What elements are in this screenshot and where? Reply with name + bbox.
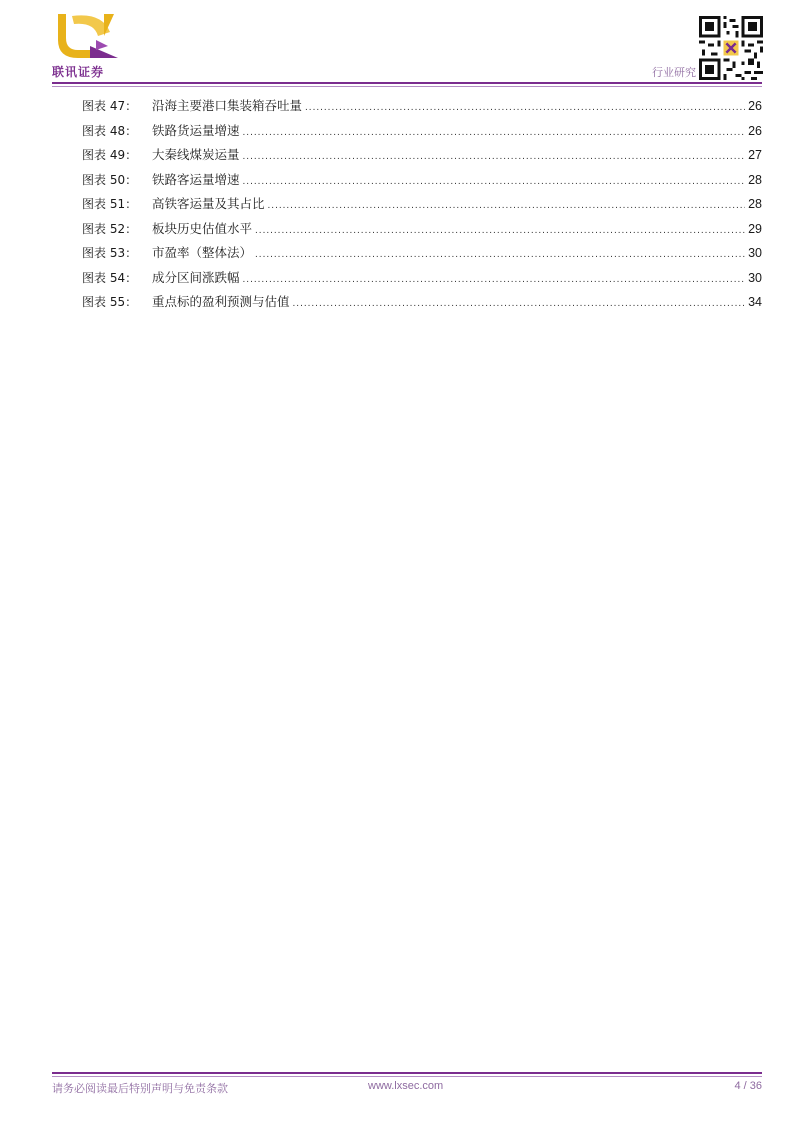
toc-entry[interactable] xyxy=(82,243,762,268)
toc-leader xyxy=(243,127,746,138)
disclaimer-text: 请务必阅读最后特别声明与免责条款 xyxy=(52,1082,228,1095)
section-label: 行业研究 xyxy=(652,66,696,79)
toc-title: 铁路客运量增速 xyxy=(152,171,240,187)
header-rule xyxy=(52,82,762,84)
toc-entry[interactable] xyxy=(82,170,762,195)
toc-entry[interactable] xyxy=(82,219,762,244)
toc-page: 27 xyxy=(748,148,762,162)
footer-rule xyxy=(52,1072,762,1074)
qr-code-icon xyxy=(699,16,763,80)
toc-entry[interactable] xyxy=(82,194,762,219)
toc-entry[interactable] xyxy=(82,268,762,293)
toc-title: 沿海主要港口集装箱吞吐量 xyxy=(152,98,303,113)
company-logo xyxy=(52,10,124,82)
toc-leader xyxy=(243,274,746,285)
page-number: 4 / 36 xyxy=(734,1080,762,1092)
toc-label: 图表 48： xyxy=(82,123,138,138)
toc-title: 铁路货运量增速 xyxy=(152,122,240,138)
toc-label: 图表 47： xyxy=(82,99,138,113)
toc-entry[interactable] xyxy=(82,96,762,121)
header-rule-thin xyxy=(52,86,762,87)
toc-label: 图表 49： xyxy=(82,148,138,162)
figure-list xyxy=(82,96,762,317)
toc-title: 板块历史估值水平 xyxy=(152,220,253,236)
website-link[interactable]: www.lxsec.com xyxy=(368,1080,444,1092)
toc-entry[interactable] xyxy=(82,121,762,146)
toc-title: 大秦线煤炭运量 xyxy=(152,147,240,162)
toc-leader xyxy=(268,200,746,211)
toc-page: 26 xyxy=(748,123,762,138)
toc-page: 26 xyxy=(748,99,762,113)
toc-entry[interactable] xyxy=(82,292,762,317)
toc-leader xyxy=(293,298,746,309)
toc-page: 30 xyxy=(748,270,762,285)
toc-leader xyxy=(243,151,746,162)
toc-page: 28 xyxy=(748,172,762,187)
footer-rule-thin xyxy=(52,1076,762,1077)
toc-page: 30 xyxy=(748,246,762,260)
toc-title: 成分区间涨跌幅 xyxy=(152,269,240,285)
toc-leader xyxy=(305,102,745,113)
toc-title: 市盈率（整体法） xyxy=(152,245,253,260)
toc-label: 图表 51： xyxy=(82,197,138,211)
toc-label: 图表 55： xyxy=(82,295,138,309)
toc-title: 重点标的盈利预测与估值 xyxy=(152,294,290,309)
toc-leader xyxy=(255,249,745,260)
toc-entry[interactable] xyxy=(82,145,762,170)
toc-page: 34 xyxy=(748,295,762,309)
toc-leader xyxy=(255,225,745,236)
toc-title: 高铁客运量及其占比 xyxy=(152,196,265,211)
toc-label: 图表 54： xyxy=(82,270,138,285)
toc-leader xyxy=(243,176,746,187)
toc-page: 28 xyxy=(748,197,762,211)
toc-label: 图表 52： xyxy=(82,221,138,236)
toc-label: 图表 53： xyxy=(82,246,138,260)
brand-name: 联讯证券 xyxy=(52,65,105,79)
toc-page: 29 xyxy=(748,221,762,236)
toc-label: 图表 50： xyxy=(82,172,138,187)
